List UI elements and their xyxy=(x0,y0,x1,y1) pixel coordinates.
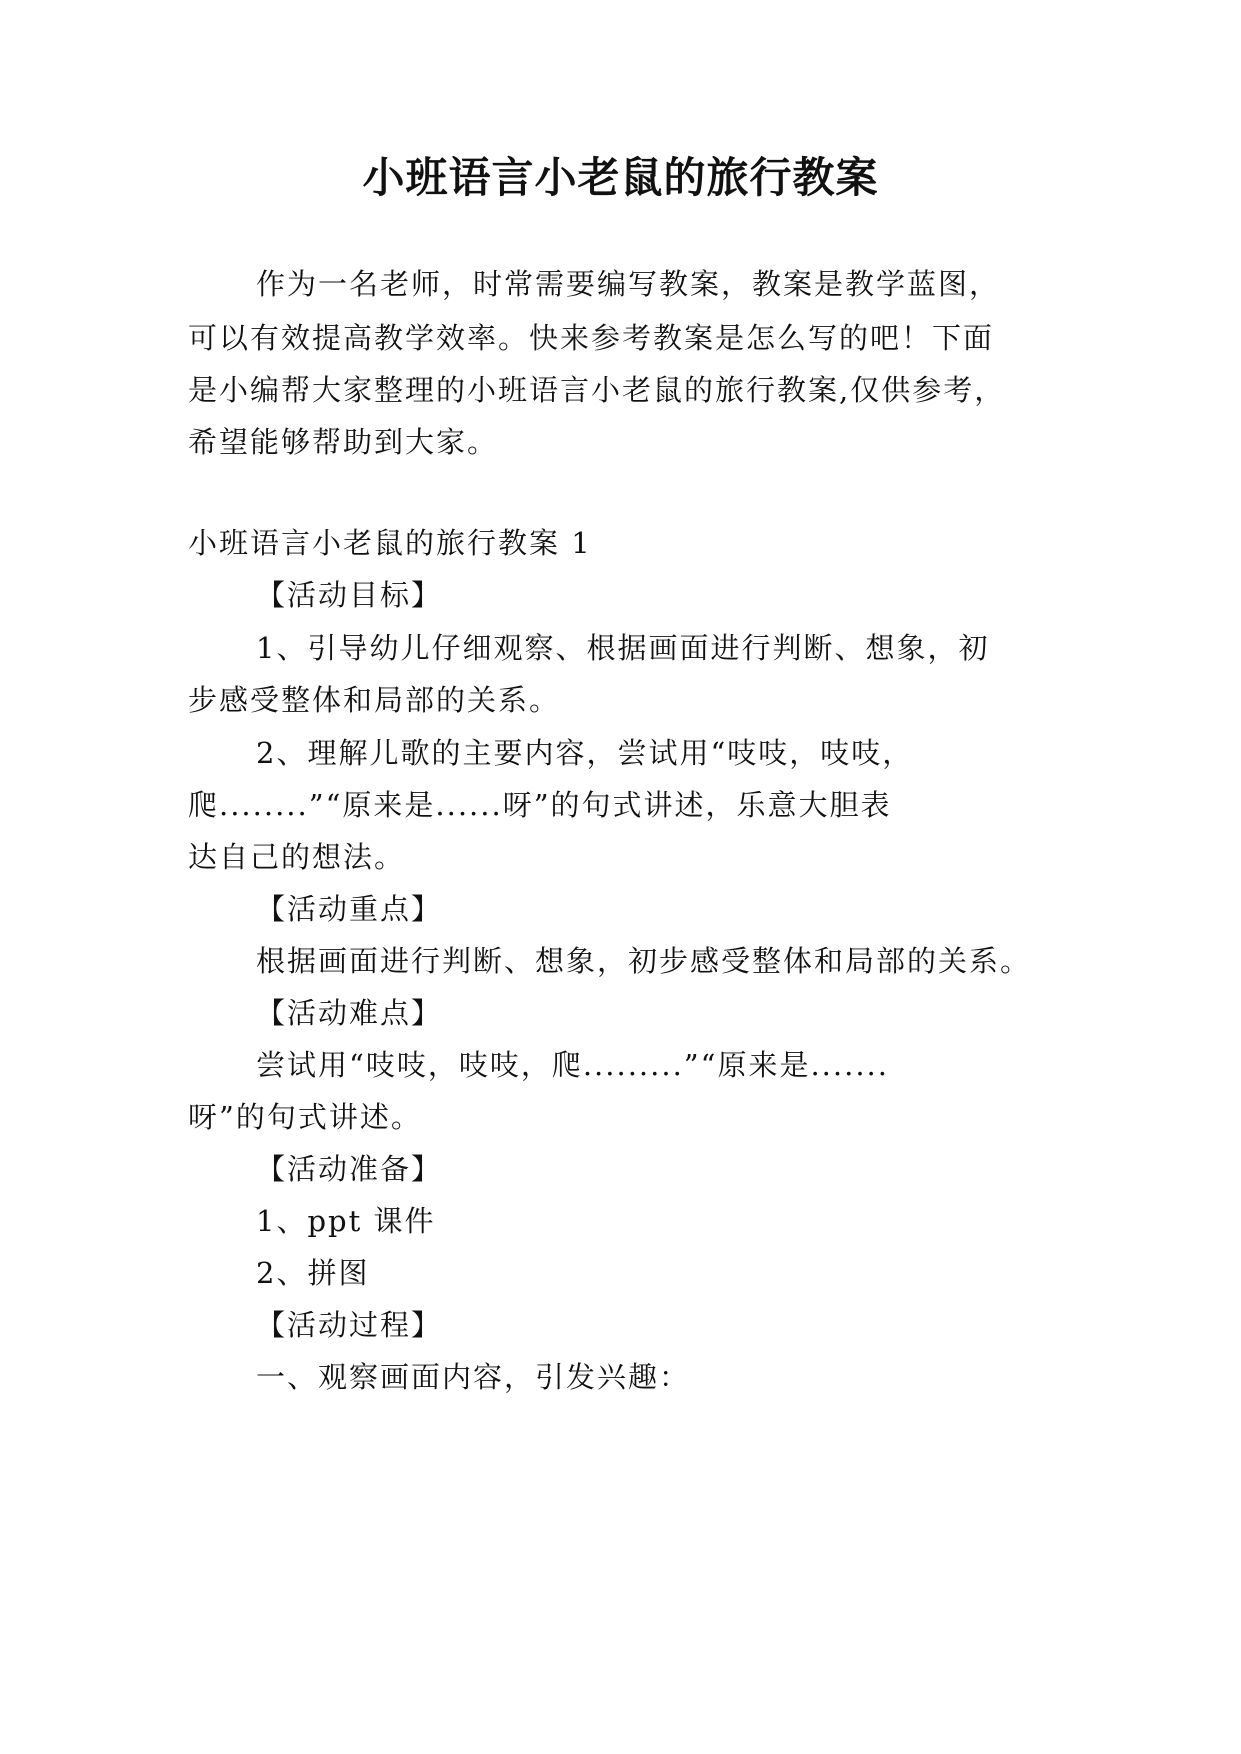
difficulties-line-2: 呀”的句式讲述。 xyxy=(188,1100,422,1134)
goals-heading: 【活动目标】 xyxy=(256,578,443,612)
intro-line-2: 可以有效提高教学效率。快来参考教案是怎么写的吧！下面 xyxy=(188,321,995,355)
difficulties-heading: 【活动难点】 xyxy=(256,996,443,1030)
preparation-item-2: 2、拼图 xyxy=(256,1256,370,1290)
intro-line-1: 作为一名老师，时常需要编写教案，教案是教学蓝图， xyxy=(256,267,1001,301)
goal-1-line-2: 步感受整体和局部的关系。 xyxy=(188,683,561,717)
difficulties-line-1: 尝试用“吱吱，吱吱，爬.........”“原来是....... xyxy=(256,1048,889,1082)
intro-line-4: 希望能够帮助到大家。 xyxy=(188,425,499,459)
process-step-1: 一、观察画面内容，引发兴趣： xyxy=(256,1360,691,1394)
document-title: 小班语言小老鼠的旅行教案 xyxy=(362,153,879,202)
goal-2-line-1: 2、理解儿歌的主要内容，尝试用“吱吱，吱吱， xyxy=(256,736,914,770)
goal-2-line-2: 爬........”“原来是......呀”的句式讲述，乐意大胆表 xyxy=(188,788,892,822)
intro-line-3: 是小编帮大家整理的小班语言小老鼠的旅行教案,仅供参考， xyxy=(188,373,1006,407)
goal-2-line-3: 达自己的想法。 xyxy=(188,840,406,874)
section-title: 小班语言小老鼠的旅行教案 1 xyxy=(188,526,592,560)
preparation-item-1: 1、ppt 课件 xyxy=(256,1204,436,1238)
process-heading: 【活动过程】 xyxy=(256,1308,443,1342)
key-points-heading: 【活动重点】 xyxy=(256,892,443,926)
preparation-heading: 【活动准备】 xyxy=(256,1152,443,1186)
goal-1-line-1: 1、引导幼儿仔细观察、根据画面进行判断、想象，初 xyxy=(256,631,990,665)
key-points-text: 根据画面进行判断、想象，初步感受整体和局部的关系。 xyxy=(256,944,1032,978)
